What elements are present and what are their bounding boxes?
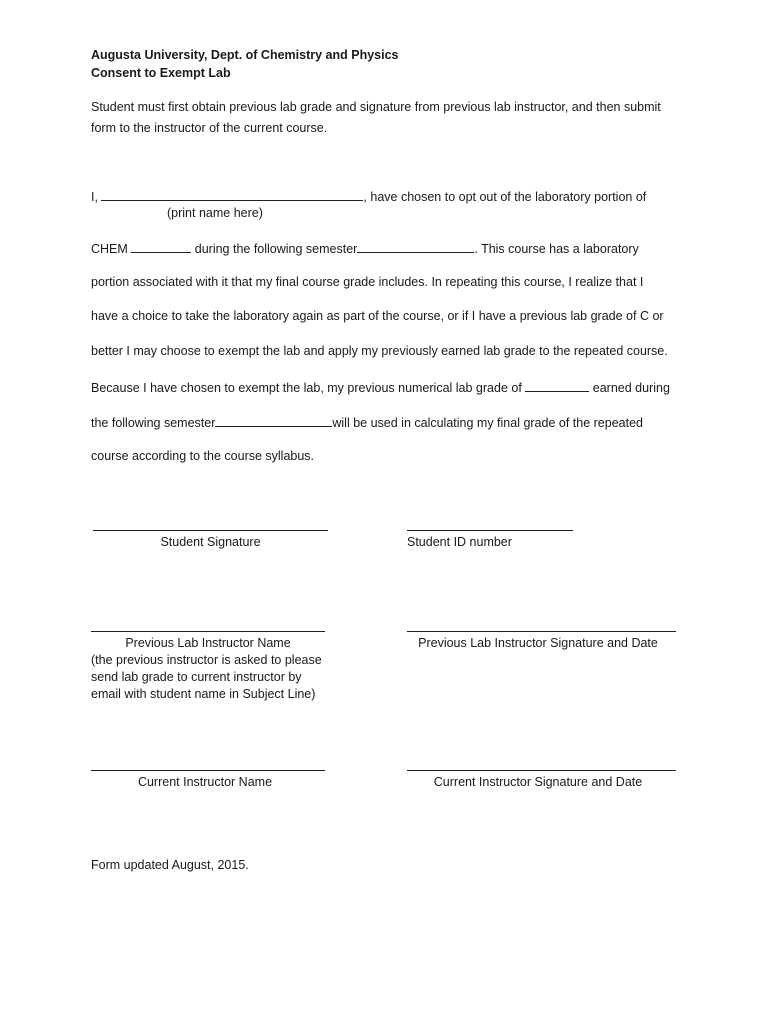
statement-line-2-suffix: . This course has a laboratory [474, 242, 639, 256]
student-id-label: Student ID number [407, 535, 512, 549]
student-signature-label: Student Signature [160, 535, 261, 549]
statement-line-5: better I may choose to exempt the lab and apply my previously earned lab grade to the repeated course. [91, 344, 668, 358]
statement-line-7-text: the following semester [91, 416, 216, 430]
statement-line-1-prefix: I, [91, 190, 102, 204]
student-name-blank[interactable] [101, 187, 363, 201]
current-instructor-signature-label: Current Instructor Signature and Date [433, 775, 643, 789]
course-number-blank[interactable] [131, 239, 191, 253]
statement-line-6-text: Because I have chosen to exempt the lab, my previous numerical lab grade of [91, 381, 526, 395]
current-instructor-name-label: Current Instructor Name [137, 775, 273, 789]
form-title: Consent to Exempt Lab [91, 66, 231, 80]
previous-lab-grade-blank[interactable] [525, 378, 589, 392]
statement-line-4: have a choice to take the laboratory again as part of the course, or if I have a previous lab grade of C or [91, 309, 664, 323]
chem-label: CHEM [91, 242, 132, 256]
statement-line-7 [91, 413, 643, 433]
institution-heading: Augusta University, Dept. of Chemistry and Physics [91, 48, 399, 62]
print-name-hint: (print name here) [167, 206, 263, 220]
statement-line-3: portion associated with it that my final course grade includes. In repeating this course, I realize that I [91, 275, 644, 289]
current-semester-blank[interactable] [357, 239, 474, 253]
statement-line-7-suffix: will be used in calculating my final grade of the repeated [332, 416, 643, 430]
previous-semester-blank[interactable] [215, 413, 332, 427]
statement-line-2 [91, 239, 639, 259]
statement-line-1 [91, 187, 646, 207]
instructions-line-1: Student must first obtain previous lab grade and signature from previous lab instructor, and then submit [91, 100, 661, 114]
previous-instructor-note-3: email with student name in Subject Line) [91, 687, 316, 701]
statement-line-6-suffix: earned during [589, 381, 670, 395]
semester-text: during the following semester [191, 242, 358, 256]
previous-instructor-note-1: (the previous instructor is asked to please [91, 653, 322, 667]
previous-instructor-name-line[interactable] [91, 631, 325, 632]
student-id-line[interactable] [407, 530, 573, 531]
statement-line-8: course according to the course syllabus. [91, 449, 315, 463]
instructions-line-2: form to the instructor of the current course. [91, 121, 328, 135]
student-signature-line[interactable] [93, 530, 328, 531]
statement-line-1-suffix: , have chosen to opt out of the laboratory portion of [363, 190, 647, 204]
form-updated-note: Form updated August, 2015. [91, 858, 249, 872]
previous-instructor-name-label: Previous Lab Instructor Name [125, 636, 291, 650]
previous-instructor-signature-label: Previous Lab Instructor Signature and Date [418, 636, 658, 650]
statement-line-6 [91, 378, 670, 398]
current-instructor-signature-line[interactable] [407, 770, 676, 771]
previous-instructor-note-2: send lab grade to current instructor by [91, 670, 302, 684]
current-instructor-name-line[interactable] [91, 770, 325, 771]
previous-instructor-signature-line[interactable] [407, 631, 676, 632]
